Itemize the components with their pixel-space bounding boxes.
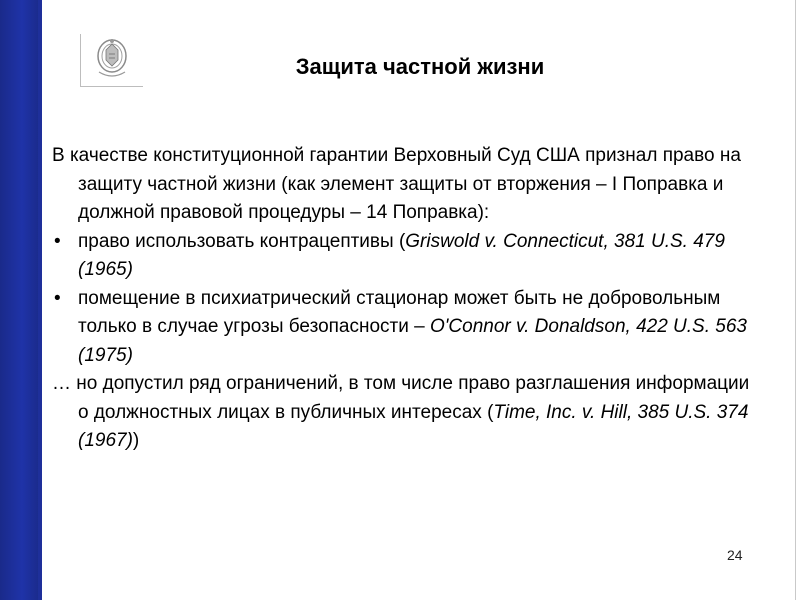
case-citation: Griswold v. Connecticut, 381 U.S. 479 (1965): [78, 230, 725, 280]
bullet-item: [52, 228, 752, 285]
case-citation: Time, Inc. v. Hill, 385 U.S. 374 (1967): [78, 401, 749, 451]
bullet-marker: •: [54, 287, 61, 309]
bullet-item: [52, 285, 752, 371]
page-number: 24: [727, 547, 743, 563]
bullet-text: право использовать контрацептивы (: [78, 230, 406, 252]
closing-text: … но допустил ряд ограничений, в том числе право разглашения информации о должностных лицах в публичных интересах (: [52, 373, 750, 423]
closing-paragraph: [52, 370, 752, 456]
left-accent-bar-line: [38, 0, 42, 600]
left-accent-bar: [0, 0, 44, 600]
slide-title: Защита частной жизни: [295, 54, 545, 79]
institution-logo: [80, 34, 143, 87]
slide-body: [52, 142, 752, 456]
closing-end: ): [132, 430, 140, 451]
left-accent-bar-fill: [0, 0, 40, 600]
bullet-marker: •: [54, 230, 61, 252]
case-citation: O'Connor v. Donaldson, 422 U.S. 563 (1975): [78, 316, 747, 366]
slide-border: [795, 0, 796, 600]
intro-paragraph: В качестве конституционной гарантии Верховный Суд США признал право на защиту частной жизни (как элемент защиты от вторжения – I Поправка и должной правовой процедуры – 14 Поправка):: [52, 145, 741, 223]
bullet-text: помещение в психиатрический стационар может быть не добровольным только в случае угрозы безопасности –: [78, 287, 721, 337]
crest-icon: [93, 34, 131, 82]
